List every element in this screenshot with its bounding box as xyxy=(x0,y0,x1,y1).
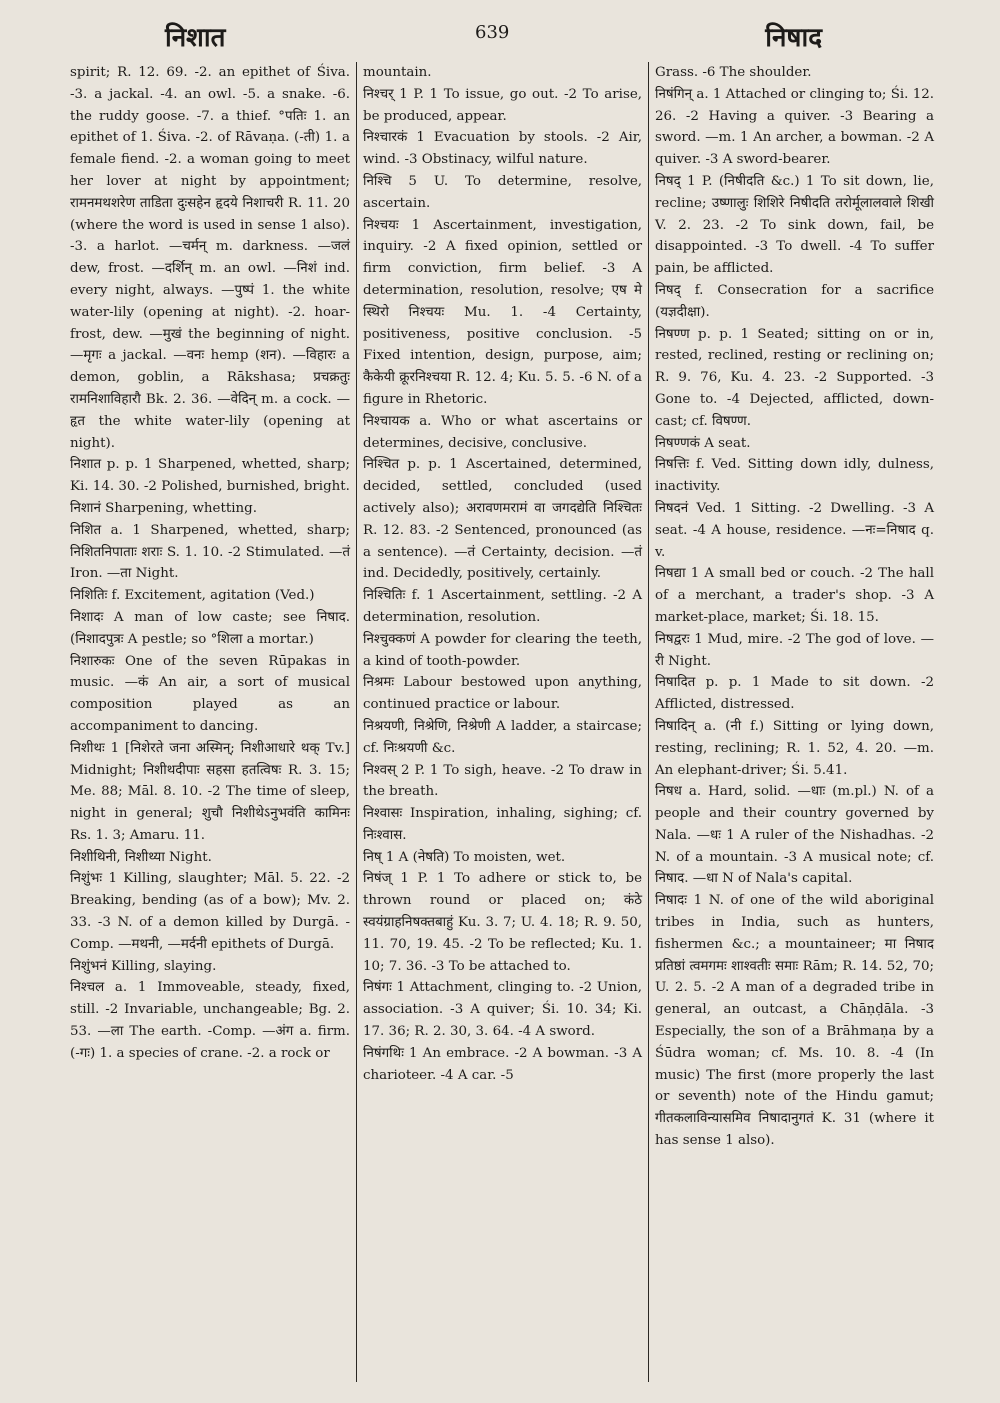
dictionary-entry: निषदनं Ved. 1 Sitting. -2 Dwelling. -3 A seat. -4 A house, residence. —नः=निषाद q. v. xyxy=(655,500,934,560)
dictionary-entry: निश्रयणी, निश्रेणि, निश्रेणी A ladder, a staircase; cf. निःश्रयणी &c. xyxy=(363,718,642,756)
dictionary-entry: निषादिन् a. (नी f.) Sitting or lying down, resting, reclining; R. 1. 52, 4. 20. —m. An elephant-driver; Śi. 5.41. xyxy=(655,718,934,778)
dictionary-entry: निशुंभनं Killing, slaying. xyxy=(70,958,217,974)
column-middle xyxy=(356,62,648,1382)
dictionary-entry: निषादित p. p. 1 Made to sit down. -2 Afflicted, distressed. xyxy=(655,675,934,713)
dictionary-entry: निश्चारकं 1 Evacuation by stools. -2 Air, wind. -3 Obstinacy, wilful nature. xyxy=(363,130,642,168)
dictionary-entry: निशीथिनी, निशीथ्या Night. xyxy=(70,849,212,865)
dictionary-entry: निषादः 1 N. of one of the wild aboriginal tribes in India, such as hunters, fishermen &c.; a mountaineer; मा निषाद प्रतिष्ठां त्वमगमः शाश्वतीः समाः Rām; R. 14. 52, 70; U. 2. 5. -2 A man of a degraded tribe in general, an outcast, a Chāṇḍāla. -3 Especially, the son of a Brāhmaṇa by a Śūdra woman; cf. Ms. 10. 8. -4 (In music) The first (more properly the last or seventh) note of the Hindu gamut; गीतकलाविन्यासमिव निषादानुगतं K. 31 (where it has sense 1 also). xyxy=(655,893,934,1149)
dictionary-entry: Grass. -6 The shoulder. xyxy=(655,65,812,80)
dictionary-entry: निश्चुक्कणं A powder for clearing the teeth, a kind of tooth-powder. xyxy=(363,631,642,669)
dictionary-entry: निश्चर् 1 P. 1 To issue, go out. -2 To arise, be produced, appear. xyxy=(363,86,642,124)
dictionary-entry: निश्चि 5 U. To determine, resolve, ascertain. xyxy=(363,173,642,211)
dictionary-entry: निशात p. p. 1 Sharpened, whetted, sharp; Ki. 14. 30. -2 Polished, burnished, bright. xyxy=(70,457,350,495)
column-right xyxy=(648,62,940,1382)
dictionary-entry: निश्चयः 1 Ascertainment, investigation, inquiry. -2 A fixed opinion, settled or firm conviction, firm belief. -3 A determination, resolution, resolve; एष मे स्थिरो निश्चयः Mu. 1. -4 Certainty, positiveness, positive conclusion. -5 Fixed intention, design, purpose, aim; कैकेयी क्रूरनिश्चया R. 12. 4; Ku. 5. 5. -6 N. of a figure in Rhetoric. xyxy=(363,217,642,407)
column-left xyxy=(64,62,356,1382)
dictionary-entry: निषंगिन् a. 1 Attached or clinging to; Śi. 12. 26. -2 Having a quiver. -3 Bearing a sword. —m. 1 An archer, a bowman. -2 A quiver. -3 A sword-bearer. xyxy=(655,86,934,168)
dictionary-entry: निशीथः 1 [निशेरते जना अस्मिन्; निशीआधारे थक् Tv.] Midnight; निशीथदीपाः सहसा हतत्विषः R. 3. 15; Me. 88; Māl. 8. 10. -2 The time of sleep, night in general; शुचौ निशीथेऽनुभवंति कामिनः Rs. 1. 3; Amaru. 11. xyxy=(70,740,350,843)
header-left-guide-word: निशात xyxy=(165,23,226,53)
dictionary-entry: निष् 1 A (नेषति) To moisten, wet. xyxy=(363,849,566,865)
dictionary-entry: निश्रमः Labour bestowed upon anything, continued practice or labour. xyxy=(363,675,642,713)
dictionary-entry: निश्चितिः f. 1 Ascertainment, settling. -2 A determination, resolution. xyxy=(363,588,642,625)
dictionary-entry: निशित a. 1 Sharpened, whetted, sharp; निशितनिपाताः शराः S. 1. 10. -2 Stimulated. —तं Iron. —ता Night. xyxy=(70,522,350,582)
dictionary-entry: निषंगः 1 Attachment, clinging to. -2 Union, association. -3 A quiver; Śi. 10. 34; Ki. 17. 36; R. 2. 30, 3. 64. -4 A sword. xyxy=(363,980,642,1040)
dictionary-entry: निश्चल a. 1 Immoveable, steady, fixed, still. -2 Invariable, unchangeable; Bg. 2. 53. —ला The earth. -Comp. —अंग a. firm. (-गः) 1. a species of crane. -2. a rock or xyxy=(70,980,350,1061)
dictionary-entry: mountain. xyxy=(363,65,432,80)
dictionary-entry: निशुंभः 1 Killing, slaughter; Māl. 5. 22. -2 Breaking, bending (as of a bow); Mv. 2. 33. -3 N. of a demon killed by Durgā. -Comp. —मथनी, —मर्दनी epithets of Durgā. xyxy=(70,871,350,952)
dictionary-entry: निश्वासः Inspiration, inhaling, sighing; cf. निःश्वास. xyxy=(363,806,642,843)
dictionary-entry: निषद् f. Consecration for a sacrifice (यज्ञदीक्षा). xyxy=(655,282,934,320)
dictionary-entry: निषण्ण p. p. 1 Seated; sitting on or in, rested, reclined, resting or reclining on; R. 9. 76, Ku. 4. 23. -2 Supported. -3 Gone to. -4 Dejected, afflicted, down-cast; cf. विषण्ण. xyxy=(655,326,934,429)
dictionary-entry: निश्चायक a. Who or what ascertains or determines, decisive, conclusive. xyxy=(363,413,642,451)
columns xyxy=(64,62,948,1382)
dictionary-entry: निषद्वरः 1 Mud, mire. -2 The god of love. —री Night. xyxy=(655,631,934,669)
dictionary-entry: निषद् 1 P. (निषीदति &c.) 1 To sit down, lie, recline; उष्णालुः शिशिरे निषीदति तरोर्मूलालवाले शिखी V. 2. 23. -2 To sink down, fail, be disappointed. -3 To dwell. -4 To suffer pain, be afflicted. xyxy=(655,173,934,277)
dictionary-entry: निशारुकः One of the seven Rūpakas in music. —कं An air, a sort of musical composition played as an accompaniment to dancing. xyxy=(70,653,350,734)
dictionary-entry: निषत्तिः f. Ved. Sitting down idly, dulness, inactivity. xyxy=(655,457,934,495)
dictionary-entry: निषंगथिः 1 An embrace. -2 A bowman. -3 A charioteer. -4 A car. -5 xyxy=(363,1045,642,1083)
dictionary-entry: निषंज् 1 P. 1 To adhere or stick to, be thrown round or placed on; कंठे स्वयंग्राहनिषक्तबाहुं Ku. 3. 7; U. 4. 18; R. 9. 50, 11. 70, 19. 45. -2 To be reflected; Ku. 1. 10; 7. 36. -3 To be attached to. xyxy=(363,871,642,974)
header-right-guide-word: निषाद xyxy=(765,23,822,53)
dictionary-entry: spirit; R. 12. 69. -2. an epithet of Śiva. -3. a jackal. -4. an owl. -5. a snake. -6. the ruddy goose. -7. a thief. °पतिः 1. an epithet of 1. Śiva. -2. of Rāvaṇa. (-ती) 1. a female fiend. -2. a woman going to meet her lover at night by appointment; रामनमथशरेण ताडिता दुःसहेन हृदये निशाचरी R. 11. 20 (where the word is used in sense 1 also). -3. a harlot. —चर्मन् m. darkness. —जलं dew, frost. —दर्शिन् m. an owl. —निशं ind. every night, always. —पुष्पं 1. the white water-lily (opening at night). -2. hoar-frost, dew. —मुखं the beginning of night. —मृगः a jackal. —वनः hemp (शन). —विहारः a demon, goblin, a Rākshasa; प्रचक्रतुः रामनिशाविहारौ Bk. 2. 36. —वेदिन् m. a cock. —हृत the white water-lily (opening at night). xyxy=(70,65,350,451)
dictionary-entry: निशितिः f. Excitement, agitation (Ved.) xyxy=(70,588,315,604)
dictionary-entry: निषण्णकं A seat. xyxy=(655,435,751,451)
dictionary-entry: निशादः A man of low caste; see निषाद. (निशादपुत्रः A pestle; so °शिला a mortar.) xyxy=(70,609,350,647)
dictionary-entry: निश्चित p. p. 1 Ascertained, determined, decided, settled, concluded (used actively also); अरावणमरामं वा जगदद्येति निश्चितः R. 12. 83. -2 Sentenced, pronounced (as a sentence). —तं Certainty, decision. —तं ind. Decidedly, positively, certainly. xyxy=(363,457,642,582)
dictionary-entry: निश्वस् 2 P. 1 To sigh, heave. -2 To draw in the breath. xyxy=(363,762,642,800)
page-number: 639 xyxy=(475,22,510,43)
dictionary-entry: निषद्या 1 A small bed or couch. -2 The hall of a merchant, a trader's shop. -3 A market-place, market; Śi. 18. 15. xyxy=(655,566,934,625)
dictionary-entry: निषध a. Hard, solid. —धाः (m.pl.) N. of a people and their country governed by Nala. —धः 1 A ruler of the Nishadhas. -2 N. of a mountain. -3 A musical note; cf. निषाद. —धा N of Nala's capital. xyxy=(655,784,934,887)
dictionary-entry: निशानं Sharpening, whetting. xyxy=(70,500,257,516)
